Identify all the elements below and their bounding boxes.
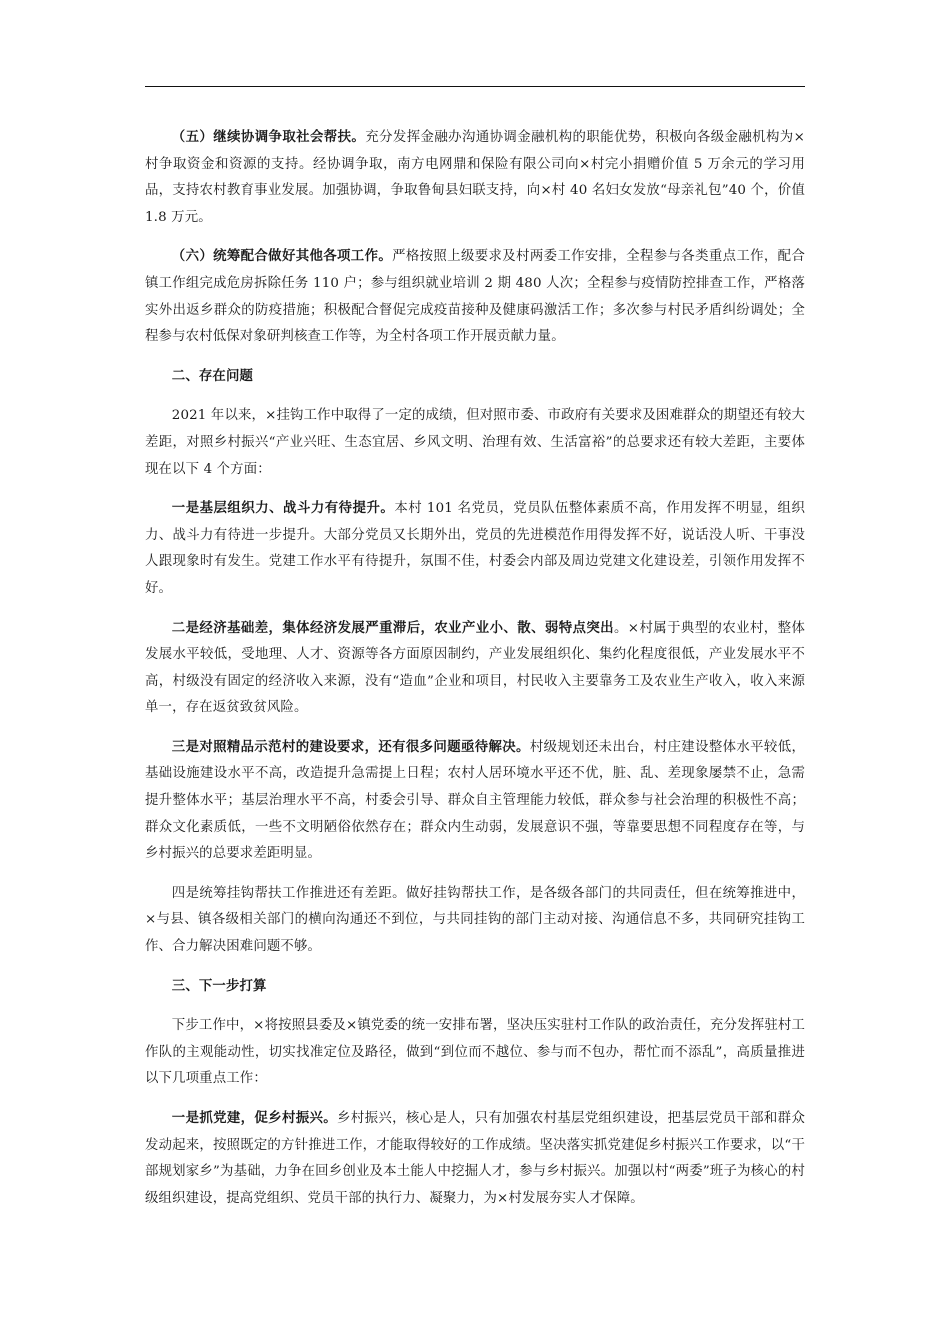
section-heading-text: 三、下一步打算 <box>171 977 267 994</box>
document-body <box>145 124 805 1224</box>
section-heading-problems <box>145 363 805 391</box>
paragraph-text: 严格按照上级要求及村两委工作安排，全程参与各类重点工作，配合镇工作组完成危房拆除任务 110 户；参与组织就业培训 2 期 480 人次；全程参与疫情防控排查工作，严格落实外出返乡群众的防疫措施；积极配合督促完成疫苗接种及健康码激活工作；多次参与村民矛盾纠纷调处；全程参与农村低保对象研判核查工作等，为全村各项工作开展贡献力量。 <box>145 249 805 345</box>
paragraph-text: 本村 101 名党员，党员队伍整体素质不高，作用发挥不明显，组织力、战斗力有待进一步提升。大部分党员又长期外出，党员的先进模范作用得发挥不好，说话没人听、干事没人跟现象时有发生。党建工作水平有待提升，氛围不佳，村委会内部及周边党建文化建设差，引领作用发挥不好。 <box>145 501 805 596</box>
paragraph-text: 2021 年以来，×挂钩工作中取得了一定的成绩，但对照市委、市政府有关要求及困难群众的期望还有较大差距，对照乡村振兴“产业兴旺、生态宜居、乡风文明、治理有效、生活富裕”的总要求还有较大差距，主要体现在以下 4 个方面： <box>145 408 805 477</box>
paragraph-problems-intro <box>145 402 805 483</box>
paragraph-lead: 三是对照精品示范村的建设要求，还有很多问题亟待解决。 <box>171 738 530 755</box>
paragraph-lead: （五）继续协调争取社会帮扶。 <box>171 129 366 145</box>
paragraph-text: 下步工作中，×将按照县委及×镇党委的统一安排布署，坚决压实驻村工作队的政治责任，充分发挥驻村工作队的主观能动性，切实找准定位及路径，做到“到位而不越位、参与而不包办，帮忙而不添乱”，高质量推进以下几项重点工作： <box>145 1018 805 1087</box>
paragraph-text: 乡村振兴，核心是人，只有加强农村基层党组织建设，把基层党员干部和群众发动起来，按照既定的方针推进工作，才能取得较好的工作成绩。坚决落实抓党建促乡村振兴工作要求，以“干部规划家乡”为基础，力争在回乡创业及本土能人中挖掘人才，参与乡村振兴。加强以村“两委”班子为核心的村级组织建设，提高党组织、党员干部的执行力、凝聚力，为×村发展夯实人才保障。 <box>145 1111 805 1206</box>
paragraph-problem-4 <box>145 880 805 961</box>
paragraph-text: 四是统筹挂钩帮扶工作推进还有差距。做好挂钩帮扶工作，是各级各部门的共同责任，但在统筹推进中，×与县、镇各级相关部门的横向沟通还不到位，与共同挂钩的部门主动对接、沟通信息不多，共同研究挂钩工作、合力解决困难问题不够。 <box>145 885 805 955</box>
paragraph-next-step-1 <box>145 1105 805 1212</box>
paragraph-5-social-assistance <box>145 124 805 231</box>
paragraph-6-other-work <box>145 243 805 350</box>
header-rule <box>145 86 805 87</box>
paragraph-lead: 二是经济基础差，集体经济发展严重滞后，农业产业小、散、弱特点突出 <box>171 619 614 636</box>
paragraph-text: 充分发挥金融办沟通协调金融机构的职能优势，积极向各级金融机构为×村争取资金和资源的支持。经协调争取，南方电网鼎和保险有限公司向×村完小捐赠价值 5 万余元的学习用品，支持农村教育事业发展。加强协调，争取鲁甸县妇联支持，向×村 40 名妇女发放“母亲礼包”40 个，价值 1.8 万元。 <box>145 130 805 225</box>
section-heading-text: 二、存在问题 <box>171 367 254 384</box>
paragraph-lead: 一是基层组织力、战斗力有待提升。 <box>171 500 395 517</box>
paragraph-text: 。×村属于典型的农业村，整体发展水平较低，受地理、人才、资源等各方面原因制约，产业发展组织化、集约化程度很低，产业发展水平不高，村级没有固定的经济收入来源，没有“造血”企业和项目，村民收入主要靠务工及农业生产收入，收入来源单一，存在返贫致贫风险。 <box>145 620 805 716</box>
section-heading-next-steps <box>145 973 805 1001</box>
paragraph-lead: 一是抓党建，促乡村振兴。 <box>171 1110 338 1126</box>
paragraph-text: 村级规划还未出台，村庄建设整体水平较低，基础设施建设水平不高，改造提升急需提上日程；农村人居环境水平还不优，脏、乱、差现象屡禁不止，急需提升整体水平；基层治理水平不高，村委会引导、群众自主管理能力较低，群众参与社会治理的积极性不高；群众文化素质低，一些不文明陋俗依然存在；群众内生动弱，发展意识不强，等靠要思想不同程度存在等，与乡村振兴的总要求差距明显。 <box>145 739 805 862</box>
paragraph-next-steps-intro <box>145 1012 805 1093</box>
paragraph-problem-1 <box>145 495 805 602</box>
paragraph-lead: （六）统筹配合做好其他各项工作。 <box>171 248 393 265</box>
paragraph-problem-2 <box>145 615 805 722</box>
paragraph-problem-3 <box>145 734 805 868</box>
